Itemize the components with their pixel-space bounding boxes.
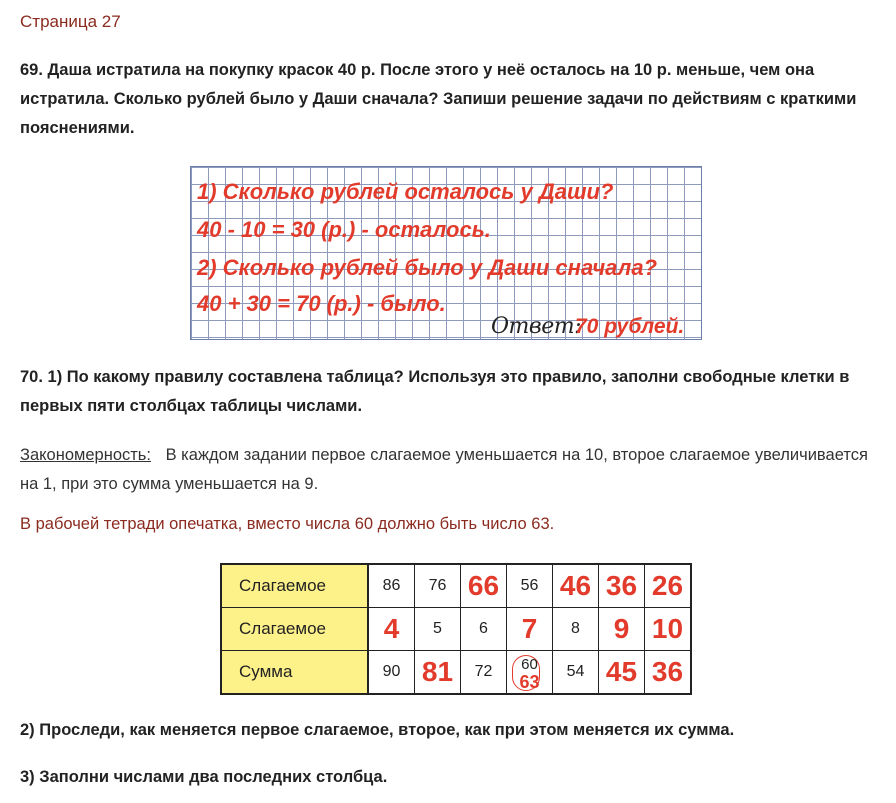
typo-value: 60 [521, 656, 538, 673]
table-cell: 72 [461, 651, 507, 695]
number-table [220, 563, 692, 695]
solution-step2-calc: 40 + 30 = 70 (р.) - было. [197, 291, 446, 316]
table-row [221, 651, 691, 695]
solution-step1-calc: 40 - 10 = 30 (р.) - осталось. [197, 217, 491, 242]
task-69-text: 69. Даша истратила на покупку красок 40 р. После этого у неё осталось на 10 р. меньше, чем она истратила. Сколько рублей было у Даши сначала? Запиши решение задачи по действиям с краткими пояснениями. [20, 61, 857, 137]
pattern-paragraph [20, 441, 870, 499]
table-cell-filled: 81 [415, 651, 461, 695]
table-row [221, 564, 691, 608]
table-cell-filled: 36 [599, 564, 645, 608]
table-cell: 5 [415, 608, 461, 651]
task-70-question-2: 2) Проследи, как меняется первое слагаемое, второе, как при этом меняется их сумма. [20, 721, 735, 739]
answer-value: 70 рублей. [575, 315, 685, 338]
table-cell-filled: 4 [368, 608, 415, 651]
task-70-text: 70. 1) По какому правилу составлена таблица? Используя это правило, заполни свободные клетки в первых пяти столбцах таблицы числами. [20, 368, 850, 415]
typo-note: В рабочей тетради опечатка, вместо числа 60 должно быть число 63. [20, 515, 555, 533]
table-cell-filled: 10 [645, 608, 692, 651]
row-label: Слагаемое [221, 564, 368, 608]
table-cell: 54 [553, 651, 599, 695]
corrected-cell [507, 651, 553, 695]
table-cell: 76 [415, 564, 461, 608]
table-row [221, 608, 691, 651]
page-header: Страница 27 [20, 12, 121, 31]
table-cell-filled: 7 [507, 608, 553, 651]
table-cell: 90 [368, 651, 415, 695]
pattern-label: Закономерность: [20, 446, 151, 464]
task-70-question-3: 3) Заполни числами два последних столбца. [20, 768, 388, 786]
solution-grid [190, 166, 702, 340]
table-cell-filled: 36 [645, 651, 692, 695]
table-cell-filled: 66 [461, 564, 507, 608]
solution-step1-question: 1) Сколько рублей осталось у Даши? [197, 179, 614, 204]
table-cell-filled: 26 [645, 564, 692, 608]
answer-label: Ответ: [491, 314, 581, 339]
pattern-text: В каждом задании первое слагаемое уменьшается на 10, второе слагаемое увеличивается на 1, при это сумма уменьшается на 9. [20, 446, 868, 493]
solution-step2-question: 2) Сколько рублей было у Даши сначала? [197, 255, 658, 280]
corrected-value: 63 [519, 672, 540, 692]
table-cell: 86 [368, 564, 415, 608]
table-cell: 6 [461, 608, 507, 651]
row-label: Слагаемое [221, 608, 368, 651]
table-cell: 56 [507, 564, 553, 608]
row-label: Сумма [221, 651, 368, 695]
table-cell-filled: 46 [553, 564, 599, 608]
table-cell-filled: 45 [599, 651, 645, 695]
table-cell-filled: 9 [599, 608, 645, 651]
table-cell: 8 [553, 608, 599, 651]
